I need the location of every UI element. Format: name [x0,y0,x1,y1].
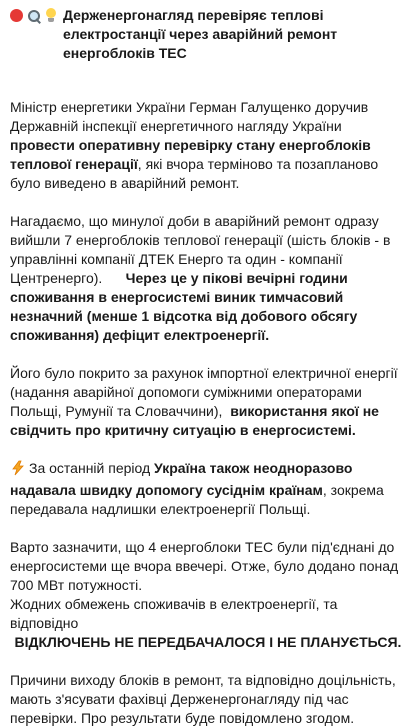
paragraph-3 [10,364,406,440]
magnifier-icon [27,9,41,23]
post-title: Держенергонагляд перевіряє теплові електростанції через аварійний ремонт енергоблоків ТЕС [63,7,338,61]
paragraph-5: Варто зазначити, що 4 енергоблоки ТЕС були під'єднані до енергосистеми ще вчора ввечері. Отже, було додано понад 700 МВт потужності. [10,539,399,593]
paragraph-6-text: Жодних обмежень споживачів в електроенергії, та відповідно [10,596,338,631]
paragraph-2-bold: Через це у пікові вечірні години споживання в енергосистемі виник тимчасовий незначний (менше 1 відсотка від добового обсягу споживання) дефіцит електроенергії. [10,270,358,343]
paragraph-7: Причини виходу блоків в ремонт, та відповідно доцільність, мають з'ясувати фахівці Держенергонагляду під час перевірки. Про результати буде повідомлено згодом. [10,672,396,726]
paragraph-2 [10,212,406,345]
paragraph-3-text: Його було покрито за рахунок імпортної електричної енергії (надання аварійної допомоги суміжними операторами Польщі, Румунії та Словаччини), [10,365,398,419]
post-header [10,6,406,63]
paragraph-1-text: Міністр енергетики України Герман Галущенко доручив Державній інспекції енергетичного нагляду України [10,99,369,134]
paragraph-4 [10,459,406,519]
paragraph-4-tail: , зокрема передавала надлишки електроенергії Польщі. [10,482,384,517]
lightning-icon [10,460,26,481]
paragraph-3-bold: використання якої не свідчить про критичну ситуацію в енергосистемі. [10,403,379,438]
paragraph-1 [10,98,406,193]
paragraph-6 [10,595,406,633]
header-icons [10,8,57,23]
paragraph-1-bold: провести оперативну перевірку стану енергоблоків теплової генерації [10,137,371,172]
paragraph-2-text: Нагадаємо, що минулої доби в аварійний ремонт одразу вийшли 7 енергоблоків теплової генерації (шість блоків - в управлінні компанії ДТЕК Енерго та один - компанії Центренерго). [10,213,391,286]
light-bulb-icon [45,8,57,23]
paragraph-4-text: За останній період [29,460,155,476]
paragraph-6-bold: ВІДКЛЮЧЕНЬ НЕ ПЕРЕДБАЧАЛОСЯ І НЕ ПЛАНУЄТЬСЯ. [14,634,402,650]
paragraph-4-bold: Україна також неодноразово надавала швидку допомогу сусіднім країнам [10,460,353,498]
red-circle-icon [10,9,23,22]
paragraph-1-tail: , які вчора терміново та позапланово було виведено в аварійний ремонт. [10,156,379,191]
